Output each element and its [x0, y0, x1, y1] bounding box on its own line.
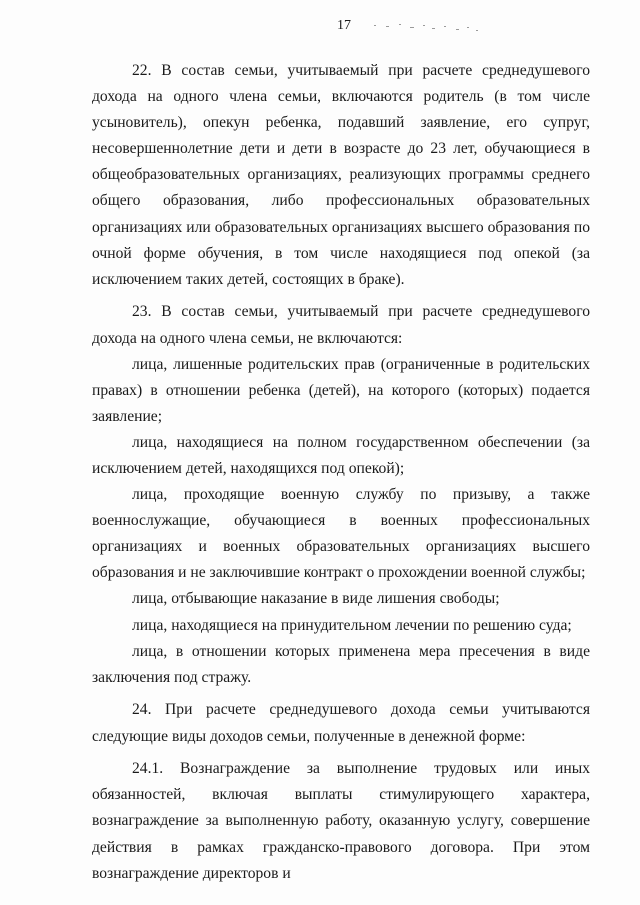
list-item-custody: лица, в отношении которых применена мера пресечения в виде заключения под стражу.	[92, 642, 590, 686]
list-item-serving-sentence: лица, отбывающие наказание в виде лишения свободы;	[132, 590, 500, 608]
paragraph-24-1: 24.1. Вознаграждение за выполнение трудовых или иных обязанностей, включая выплаты стимулирующего характера, вознаграждение за выполненную работу, оказанную услугу, совершение действия в рамках гражданско-правового договора. При этом вознаграждение директоров и	[92, 760, 590, 882]
list-item-deprived-parental-rights: лица, лишенные родительских прав (ограниченные в родительских правах) в отношении ребенка (детей), на которого (которых) подается заявление;	[92, 355, 590, 425]
document-body	[92, 58, 590, 887]
paragraph-23: 23. В состав семьи, учитываемый при расчете среднедушевого дохода на одного члена семьи, не включаются:	[92, 303, 590, 347]
page-number: 17	[337, 18, 351, 33]
scan-artifact	[372, 22, 482, 32]
list-item-state-support: лица, находящиеся на полном государственном обеспечении (за исключением детей, находящихся под опекой);	[92, 433, 590, 477]
paragraph-22: 22. В состав семьи, учитываемый при расчете среднедушевого дохода на одного члена семьи, включаются родитель (в том числе усыновитель), опекун ребенка, подавший заявление, его супруг, несовершеннолетние дети и дети в возрасте до 23 лет, обучающиеся в общеобразовательных организациях, реализующих программы среднего общего образования, либо профессиональных образовательных организациях или образовательных организациях высшего образования по очной форме обучения, в том числе находящиеся под опекой (за исключением таких детей, состоящих в браке).	[92, 62, 590, 288]
list-item-military-service: лица, проходящие военную службу по призыву, а также военнослужащие, обучающиеся в военных профессиональных организациях и военных образовательных организациях высшего образования и не заключившие контракт о прохождении военной службы;	[92, 486, 590, 582]
paragraph-24: 24. При расчете среднедушевого дохода семьи учитываются следующие виды доходов семьи, полученные в денежной форме:	[92, 701, 590, 745]
list-item-compulsory-treatment: лица, находящиеся на принудительном лечении по решению суда;	[132, 616, 572, 634]
